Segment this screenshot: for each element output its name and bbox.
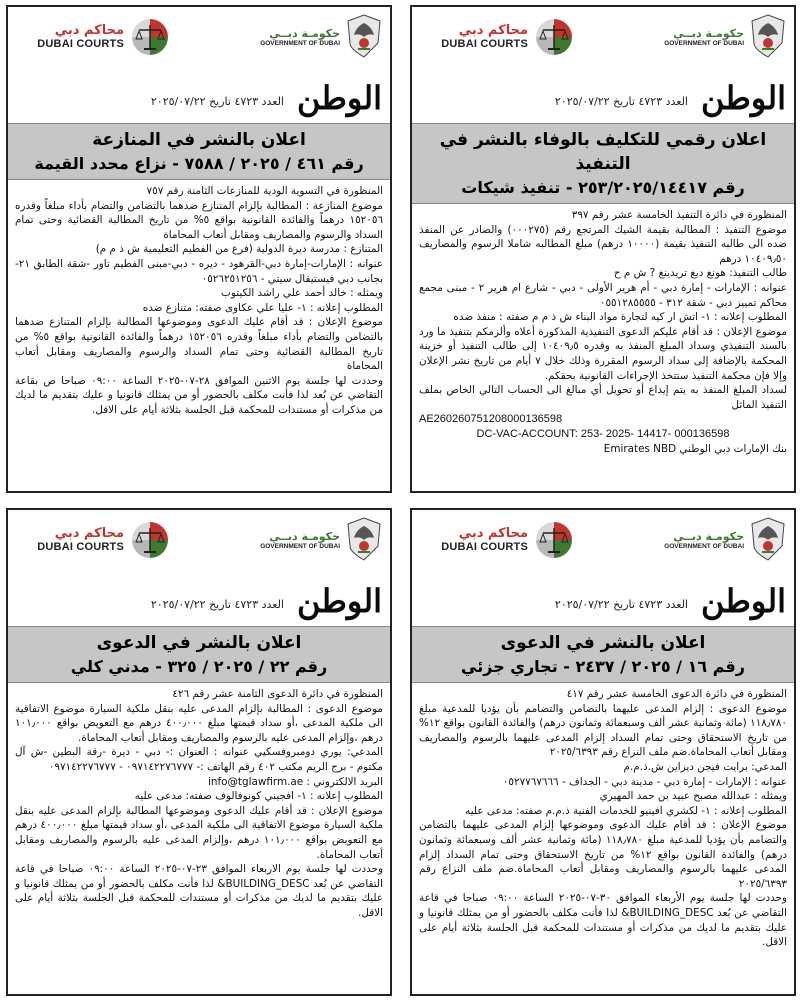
gov-logo-arabic: حكومـة دبــي [673, 27, 744, 40]
notice-title: اعلان بالنشر في المنازعة [92, 130, 306, 150]
notice-paragraph: موضوع الإعلان : قد أقام عليك الدعوى وموضوعها إلزام المدعى عليهما بالتضامن والتضامم بأن يؤديا للمدعية مبلغ ١١٨٫٧٨٠ (مائة وثمانية عشر ألف وسبعمائة وثمانون درهم) والفائدة القانون بواقع ١٢% من تاريخ الاستحقاق وحتى تمام السداد إلزام المدعى عليهما بالرسوم والمصاريف ومقابل أتعاب المحاماة.ضم ملف النزاع رقم ٢٠٢٥/٦٣٩٣ [419, 819, 787, 890]
newspaper-name: الوطن [297, 582, 382, 620]
gov-logo-arabic: حكومـة دبــي [269, 27, 340, 40]
notice-paragraph: موضوع الإعلان : قد أقام عليك الدعوى وموضوعها المطالبة بإلزام المتنازع ضدهما بالتضامن والتضام بأداء مبلغاً وقدره ١٥٢٠٥٦ درهماً والفائدة القانونية بواقع ٥% من تاريخ المطالبة القضائية وحتى تمام السداد والرسوم والمصاريف ومقابل أتعاب المحاماة [15, 316, 383, 373]
gov-logo-english: GOVERNMENT OF DUBAI [664, 40, 744, 47]
notice-paragraph: ويمثله : عبدالله مصبح عبيد بن حمد المهيري [599, 790, 787, 803]
gov-logo-english: GOVERNMENT OF DUBAI [664, 543, 744, 550]
scales-of-justice-icon [532, 17, 576, 57]
notice-paragraph: المطلوب إعلانه : ١- عليا علي عكاوى صفته: متنازع ضده [142, 301, 383, 314]
notice-paragraph: المدعي: برايت فيجن ديزاين ش.ذ.م.م [623, 760, 787, 773]
government-of-dubai-logo [638, 13, 788, 61]
gov-logo-arabic: حكومـة دبــي [673, 530, 744, 543]
notice-paragraph: لسداد المبلغ المنفذ به يتم إيداع أو تحويل أي مبالغ الى الحساب التالي الخاص بملف التنفيذ الماثل [419, 384, 787, 411]
notice-paragraph: عنوانه : الإمارات - إمارة دبي - أم هرير الأولى - دبي - شارع ام هرير ٢ - مبنى مجمع محاكم تمييز دبي - شقة ٣١٢ - ٠٥٥١٢٨٥٥٥٥ [419, 281, 787, 309]
courts-logo-english: DUBAI COURTS [37, 541, 124, 553]
notice-case-number: رقم ١٦ / ٢٠٢٥ / ٢٤٣٧ - تجاري جزئي [461, 657, 745, 676]
notice-body [412, 683, 794, 950]
notice-title: اعلان رقمي للتكليف بالوفاء بالنشر في التنفيذ [439, 130, 767, 174]
scales-of-justice-icon [128, 17, 172, 57]
government-of-dubai-logo [234, 516, 384, 564]
gov-logo-english: GOVERNMENT OF DUBAI [260, 543, 340, 550]
falcon-emblem-icon [748, 13, 788, 59]
notice-case-number: رقم ٤٦١ / ٢٠٢٥ / ٧٥٨٨ - نزاع محدد القيمة [34, 154, 364, 173]
notice-paragraph: المطلوب إعلانه : ١- لكشري افينيو للخدمات الفنية ذ.م.م صفته: مدعى عليه [465, 804, 787, 817]
masthead [8, 63, 390, 123]
courts-logo-arabic: محاكم دبي [458, 23, 528, 38]
dubai-courts-logo [14, 17, 172, 57]
notice-case-number: رقم ٢٢ / ٢٠٢٥ / ٣٢٥ - مدني كلي [70, 657, 328, 676]
notice-title: اعلان بالنشر في الدعوى [96, 633, 302, 653]
bank-name: بنك الإمارات دبي الوطني Emirates NBD [603, 442, 787, 455]
notice-paragraph: وحددت لها جلسة يوم الأربعاء الموافق ٣٠-٠٧-٢٠٢٥ الساعة ٠٩:٠٠ صباحا في قاعة التقاضي عن بُعد BUILDING_DESC& لذا فأنت مكلف بالحضور أو من يمثلك قانونيا و عليك بتقديم ما لديك من مذكرات أو مستندات للمحكمة قبل الجلسة بثلاثة أيام على الاقل. [419, 892, 787, 949]
masthead [412, 63, 794, 123]
issue-date: العدد ٤٧٢٣ تاريخ ٢٠٢٥/٠٧/٢٢ [554, 598, 688, 611]
notice-paragraph: المطلوب إعلانه : ١- افجيني كونوفالوف صفته: مدعى عليه [134, 790, 383, 803]
issue-date: العدد ٤٧٢٣ تاريخ ٢٠٢٥/٠٧/٢٢ [150, 598, 284, 611]
logo-bar [412, 7, 794, 63]
iban-line: AE260260751208000136598 [419, 413, 563, 426]
notice-title-band [412, 123, 794, 204]
dubai-courts-logo [418, 520, 576, 560]
notice-paragraph: موضوع المنازعة : المطالبة بإلزام المتنازع ضدهما بالتضامن والتضام بأداء مبلغاً وقدره ١٥٢٠٥٦ درهماً والفائدة القانونية بواقع ٥% من تاريخ المطالبة القضائية وحتى تمام السداد والرسوم والمصاريف ومقابل أتعاب المحاماة [15, 199, 384, 241]
courts-logo-arabic: محاكم دبي [458, 526, 528, 541]
falcon-emblem-icon [748, 516, 788, 562]
courts-logo-english: DUBAI COURTS [441, 38, 528, 50]
government-of-dubai-logo [638, 516, 788, 564]
notice-paragraph: المنظورة في دائرة الدعوى الثامنة عشر رقم ٤٢٦ [172, 688, 383, 700]
notice-dispute [6, 5, 392, 493]
scales-of-justice-icon [128, 520, 172, 560]
notice-paragraph: وحددت لها جلسة يوم الاربعاء الموافق ٢٣-٠٧-٢٠٢٥ الساعة ٠٩:٠٠ صباحا في قاعة التقاضي عن بُعد BUILDING_DESC& لذا فأنت مكلف بالحضور أو من يمثلك قانونيا و عليك بتقديم ما لديك من مذكرات أو مستندات للمحكمة قبل الجلسة بثلاثة أيام على الاقل. [15, 863, 383, 919]
notice-title-band [8, 123, 390, 180]
notice-paragraph: موضوع الدعوى : إلزام المدعى عليهما بالتضامن والتضامم بأن يؤديا للمدعية مبلغ ١١٨٫٧٨٠ (مائة وثمانية عشر ألف وسبعمائة وثمانون درهم) والفائدة القانون بواقع ١٢% من تاريخ الاستحقاق وحتى تمام السداد إلزام المدعى عليهما بالرسوم والمصاريف ومقابل أتعاب المحاماة.ضم ملف النزاع رقم ٢٠٢٥/٦٣٩٣ [419, 702, 787, 759]
notice-paragraph: البريد الالكتروني : info@tglawfirm.ae [208, 775, 383, 788]
newspaper-name: الوطن [701, 582, 786, 620]
notice-civil-case [6, 508, 392, 996]
government-of-dubai-logo [234, 13, 384, 61]
masthead [8, 566, 390, 626]
logo-bar [8, 510, 390, 566]
masthead [412, 566, 794, 626]
falcon-emblem-icon [344, 13, 384, 59]
dubai-courts-logo [418, 17, 576, 57]
issue-date: العدد ٤٧٢٣ تاريخ ٢٠٢٥/٠٧/٢٢ [150, 95, 284, 108]
notice-paragraph: موضوع الإعلان : قد أقام عليك الدعوى وموضوعها المطالبة بإلزام المدعى عليه بنقل ملكية السيارة موضوع الاتفاقية الى ملكية المدعى ،أو سداد قيمتها مبلغ ٤٠٠٫٠٠٠ درهم مع التعويض بواقع ١٠١٫٠٠٠ درهم ،وإلزام المدعى عليه بالرسوم والمصاريف ومقابل أتعاب المحاماة. [15, 804, 383, 861]
notice-body [8, 683, 390, 921]
notice-paragraph: المنظورة في التسوية الودية للمنازعات الثامنة رقم ٧٥٧ [146, 185, 383, 197]
issue-date: العدد ٤٧٢٣ تاريخ ٢٠٢٥/٠٧/٢٢ [554, 95, 688, 108]
newspaper-name: الوطن [701, 79, 786, 117]
notice-title-band [412, 626, 794, 683]
falcon-emblem-icon [344, 516, 384, 562]
notice-body [412, 204, 794, 456]
notice-title-band [8, 626, 390, 683]
notice-title: اعلان بالنشر في الدعوى [500, 633, 706, 653]
notice-paragraph: وحددت لها جلسة يوم الاثنين الموافق ٢٨-٠٧-٢٠٢٥ الساعة ٠٩:٠٠ صباحا ص بقاعة التقاضي عن بُعد لذا فأنت مكلف بالحضور أو من يمثلك قانونيا و عليك بتقديم ما لديك من مذكرات أو مستندات للمحكمة قبل الجلسة بثلاثة أيام على الاقل. [15, 374, 383, 416]
gov-logo-arabic: حكومـة دبــي [269, 530, 340, 543]
courts-logo-english: DUBAI COURTS [37, 38, 124, 50]
notice-paragraph: المتنازع : مدرسة ديرة الدولية (فرع من الفطيم التعليمية ش ذ م م) [95, 243, 383, 256]
notice-case-number: رقم ٢٥٣/٢٠٢٥/١٤٤١٧ - تنفيذ شيكات [461, 178, 745, 197]
dubai-courts-logo [14, 520, 172, 560]
notice-paragraph: موضوع الإعلان : قد أقام عليكم الدعوى التنفيذية المذكورة أعلاه وألزمكم بتنفيذ ما ورد بالسند التنفيذي وسداد المبلغ المنفذ به وقدره ١٠٤٠٩٫٥ إلى طالب التنفيذ أو خزينة المحكمة بالإضافة إلى سداد الرسوم المقررة وذلك خلال ٧ أيام من تاريخ نشر الإعلان وإلا فإن محكمة التنفيذ ستتخذ الإجراءات القانونية بحقكم. [419, 325, 788, 382]
courts-logo-english: DUBAI COURTS [441, 541, 528, 553]
notice-paragraph: طالب التنفيذ: هونغ ديغ تريدينغ ? ش م ح [613, 267, 787, 280]
notice-paragraph: موضوع الدعوى : المطالبة بإلزام المدعى عليه بنقل ملكية السيارة موضوع الاتفاقية الى ملكية المدعى ،أو سداد قيمتها مبلغ ٤٠٠٫٠٠٠ درهم مع التعويض بواقع ١٠١٫٠٠٠ درهم ،وإلزام المدعى عليه بالرسوم والمصاريف ومقابل أتعاب المحاماة. [15, 702, 383, 744]
notice-paragraph: عنوانه : الإمارات-إمارة دبي-القرهود - ديره - دبي-مبنى الفطيم تاور -شقة الطابق ٢١-بجانب دبي فيستيفال سيتي - ٠٥٢٦٢٥١٢٥٦ [15, 257, 383, 285]
courts-logo-arabic: محاكم دبي [54, 526, 124, 541]
newspaper-name: الوطن [297, 79, 382, 117]
notice-paragraph: ويمثله : خالد أحمد علي راشد الكيتوب [221, 287, 383, 300]
notice-paragraph: المطلوب إعلانه : ١- اتش ار كيه لتجارة مواد البناء ش ذ م م صفته : منفذ ضده [453, 311, 787, 324]
logo-bar [8, 7, 390, 63]
notice-paragraph: موضوع التنفيذ : المطالبة بقيمة الشيك المرتجع رقم (٠٠٠٢٧٥) والصادر عن المنفذ ضده الى طالبه التنفيذ بقيمة (١٠٠٠٠ درهم) مبلغ المطالبه شاملا الرسوم والمصاريف ١٠٤٠٩٫٥٠ درهم [419, 223, 787, 265]
account-line: DC-VAC-ACCOUNT: 253- 2025- 14417- 000136598 [476, 427, 730, 440]
notice-execution-cheques [410, 5, 796, 493]
notice-paragraph: عنوانه : الإمارات - إمارة دبي - مدينة دبي - الجداف - ٠٥٢٧٧٦٧٦٦٦ [502, 775, 787, 788]
gov-logo-english: GOVERNMENT OF DUBAI [260, 40, 340, 47]
notice-paragraph: المنظورة في دائرة التنفيذ الخامسة عشر رقم ٣٩٧ [571, 209, 787, 221]
logo-bar [412, 510, 794, 566]
notice-body [8, 180, 390, 418]
notice-paragraph: المنظورة في دائرة الدعوى الخامسة عشر رقم ٤١٧ [566, 688, 787, 700]
notice-commercial-case [410, 508, 796, 996]
notice-paragraph: المدعي: يوري دومبروفسكيي عنوانه : العنوان :- دبي - ديرة -رقة البطين -ش آل مكتوم - برج الريم مكتب ٤٠٢ رقم الهاتف :- ٠٩٧١٤٢٢٧٦٧٧٧ - ٠٩٧١٤٢٢٧٦٧٧٧ [15, 746, 383, 773]
courts-logo-arabic: محاكم دبي [54, 23, 124, 38]
scales-of-justice-icon [532, 520, 576, 560]
